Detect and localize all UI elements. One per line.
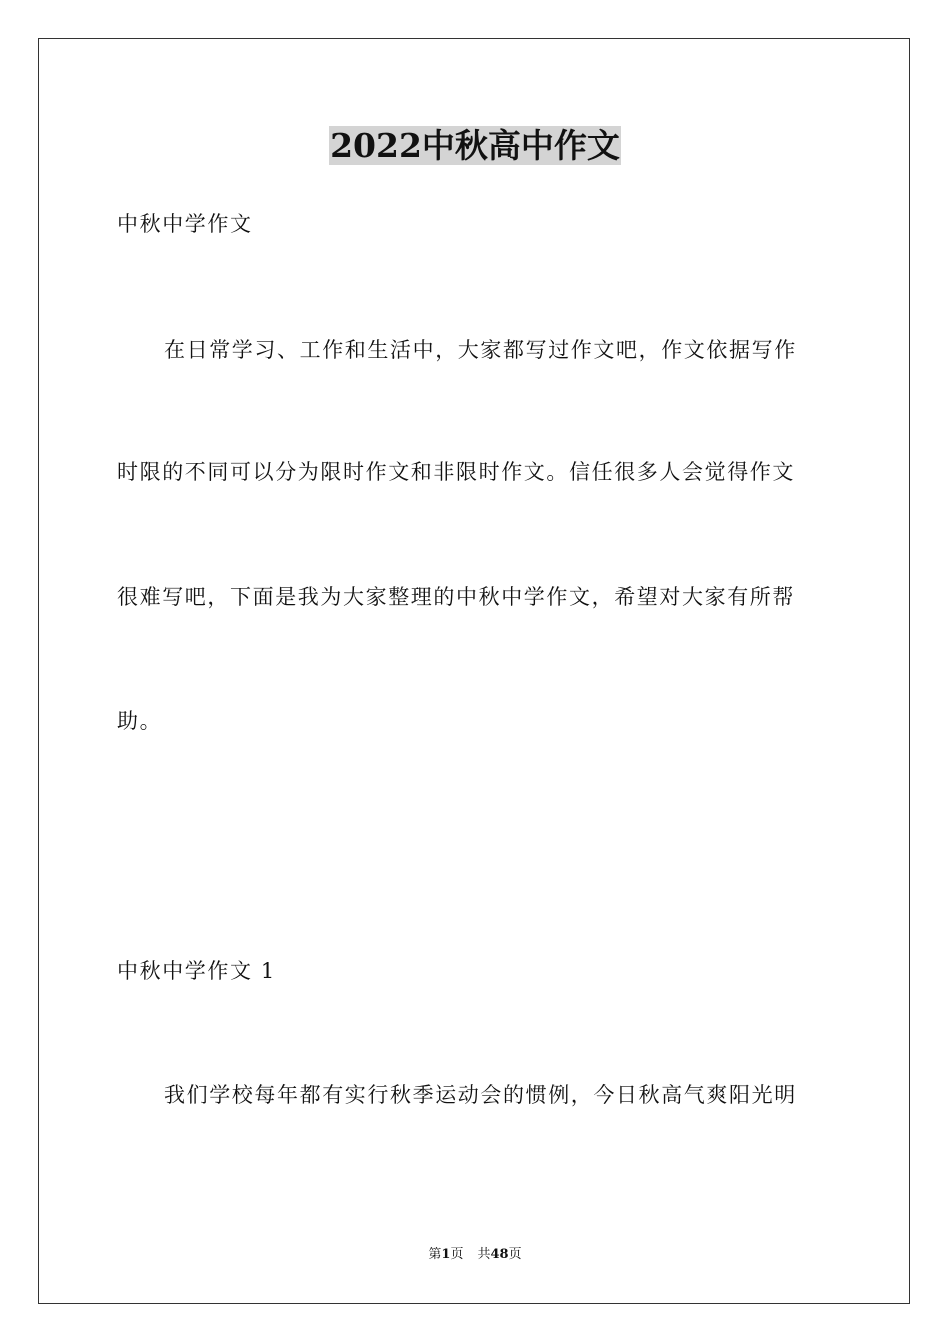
page-prefix: 第 (428, 1247, 442, 1262)
total-pages: 48 (490, 1247, 509, 1262)
paragraph-line: 时限的不同可以分为限时作文和非限时作文。信任很多人会觉得作文 (117, 460, 795, 484)
title-text: 2022中秋高中作文 (330, 126, 620, 165)
paragraph-line: 我们学校每年都有实行秋季运动会的惯例，今日秋高气爽阳光明 (164, 1083, 797, 1107)
total-suffix: 页 (508, 1247, 522, 1262)
paragraph-line: 助。 (117, 709, 163, 733)
page-footer (0, 1246, 950, 1264)
paragraph-line: 很难写吧，下面是我为大家整理的中秋中学作文，希望对大家有所帮 (117, 585, 795, 609)
total-prefix: 共 (477, 1247, 491, 1262)
paragraph-line: 在日常学习、工作和生活中，大家都写过作文吧，作文依据写作 (164, 338, 797, 362)
section-heading: 中秋中学作文 (117, 212, 253, 236)
section-heading: 中秋中学作文 1 (117, 959, 276, 983)
page-suffix: 页 (450, 1247, 464, 1262)
page-number: 1 (441, 1247, 451, 1262)
document-title (0, 124, 950, 168)
